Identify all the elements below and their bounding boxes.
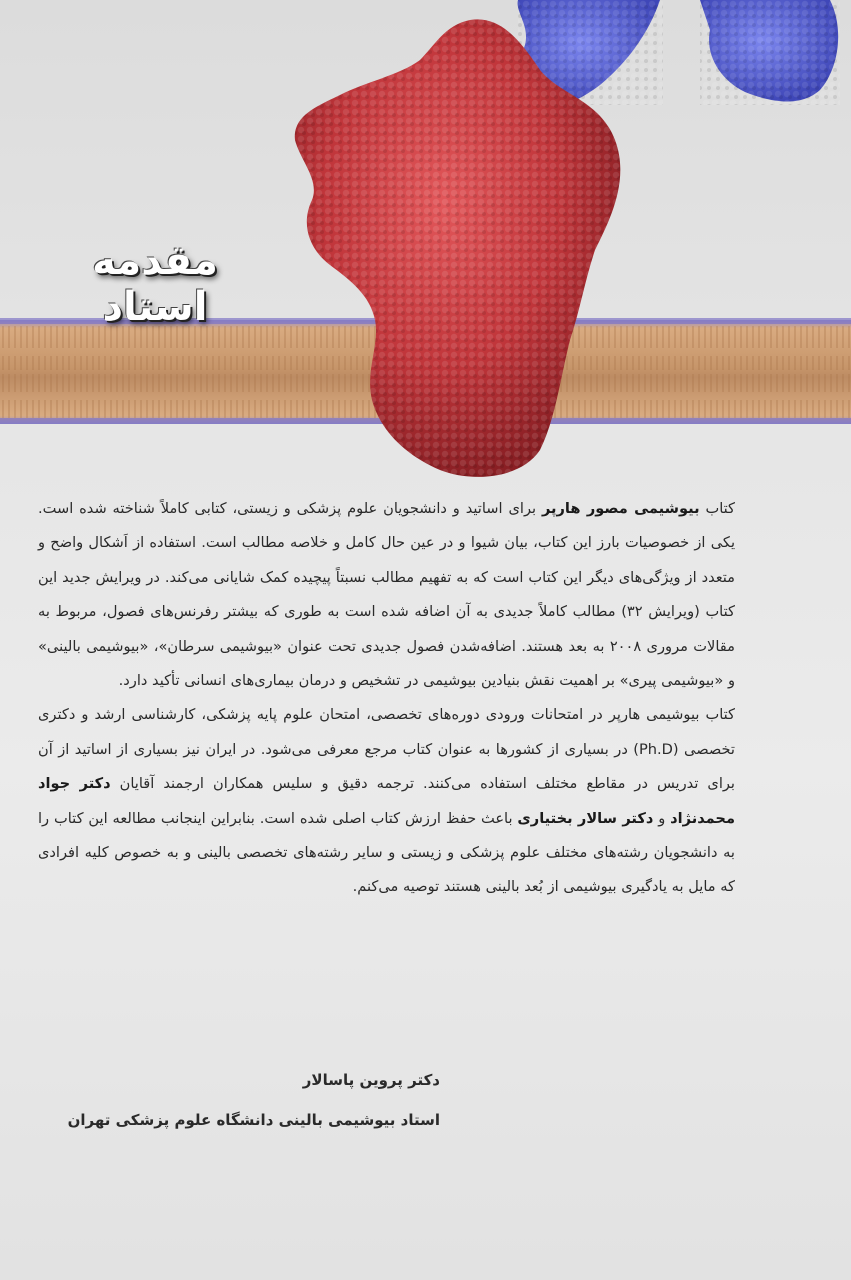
p1-rest: برای اساتید و دانشجویان علوم پزشکی و زیستی، کتابی کاملاً شناخته شده است. یکی از خصوصیات بارز این کتاب، بیان شیوا و در عین حال کامل و خلاصه مطالب است. استفاده از اَشکال واضح و متعدد از ویژگی‌های دیگر این کتاب است که به تفهیم مطالب نسبتاً پیچیده کمک شایانی می‌کند. در ویرایش جدید این کتاب (ویرایش ۳۲) مطالب کاملاً جدیدی به آن اضافه شده است به طوری که بیشتر رفرنس‌های فصول، مربوط به مقالات مروری ۲۰۰۸ به بعد هستند. اضافه‌شدن فصول جدیدی تحت عنوان «بیوشیمی سرطان»، «بیوشیمی بالینی» و «بیوشیمی پیری» بر اهمیت نقش بنیادین بیوشیمی در تشخیص و درمان بیماری‌های انسانی تأکید دارد. (38, 500, 736, 690)
author-position: استاد بیوشیمی بالینی دانشگاه علوم پزشکی تهران (67, 1111, 440, 1129)
page-title: مقدمه استاد (92, 238, 218, 330)
intro-paragraph-2 (38, 698, 735, 904)
author-name: دکتر پروین پاسالار (302, 1071, 440, 1089)
p2-rest: باعث حفظ ارزش کتاب اصلی شده است. بنابراین اینجانب مطالعه این کتاب را به دانشجویان رشته‌های مختلف علوم پزشکی و زیستی و سایر رشته‌های تخصصی بالینی و به خصوص کلیه افرادی که مایل به یادگیری بیوشیمی از بُعد بالینی هستند توصیه می‌کنم. (38, 809, 735, 896)
book-name: بیوشیمی مصور هارپر (541, 500, 700, 517)
and-word: و (653, 809, 671, 827)
p2-start: کتاب بیوشیمی هارپر در امتحانات ورودی دوره‌های تخصصی، امتحان علوم پایه پزشکی، کارشناسی ارشد و دکتری تخصصی (Ph.D) در بسیاری از کشورها به عنوان کتاب مرجع معرفی می‌شود. در ایران نیز بسیاری از اساتید از آن برای تدریس در مقاطع مختلف استفاده می‌کنند. ترجمه دقیق و سلیس همکاران ارجمند آقایان (38, 706, 735, 793)
translator-1: دکتر جواد محمدنژاد (38, 775, 735, 827)
blue-protein (518, 0, 840, 106)
signature-block (40, 1060, 440, 1140)
p1-start: کتاب (699, 500, 735, 517)
intro-paragraph-1 (38, 492, 735, 698)
intro-text (38, 492, 735, 905)
translator-2: دکتر سالار بختیاری (517, 809, 654, 827)
